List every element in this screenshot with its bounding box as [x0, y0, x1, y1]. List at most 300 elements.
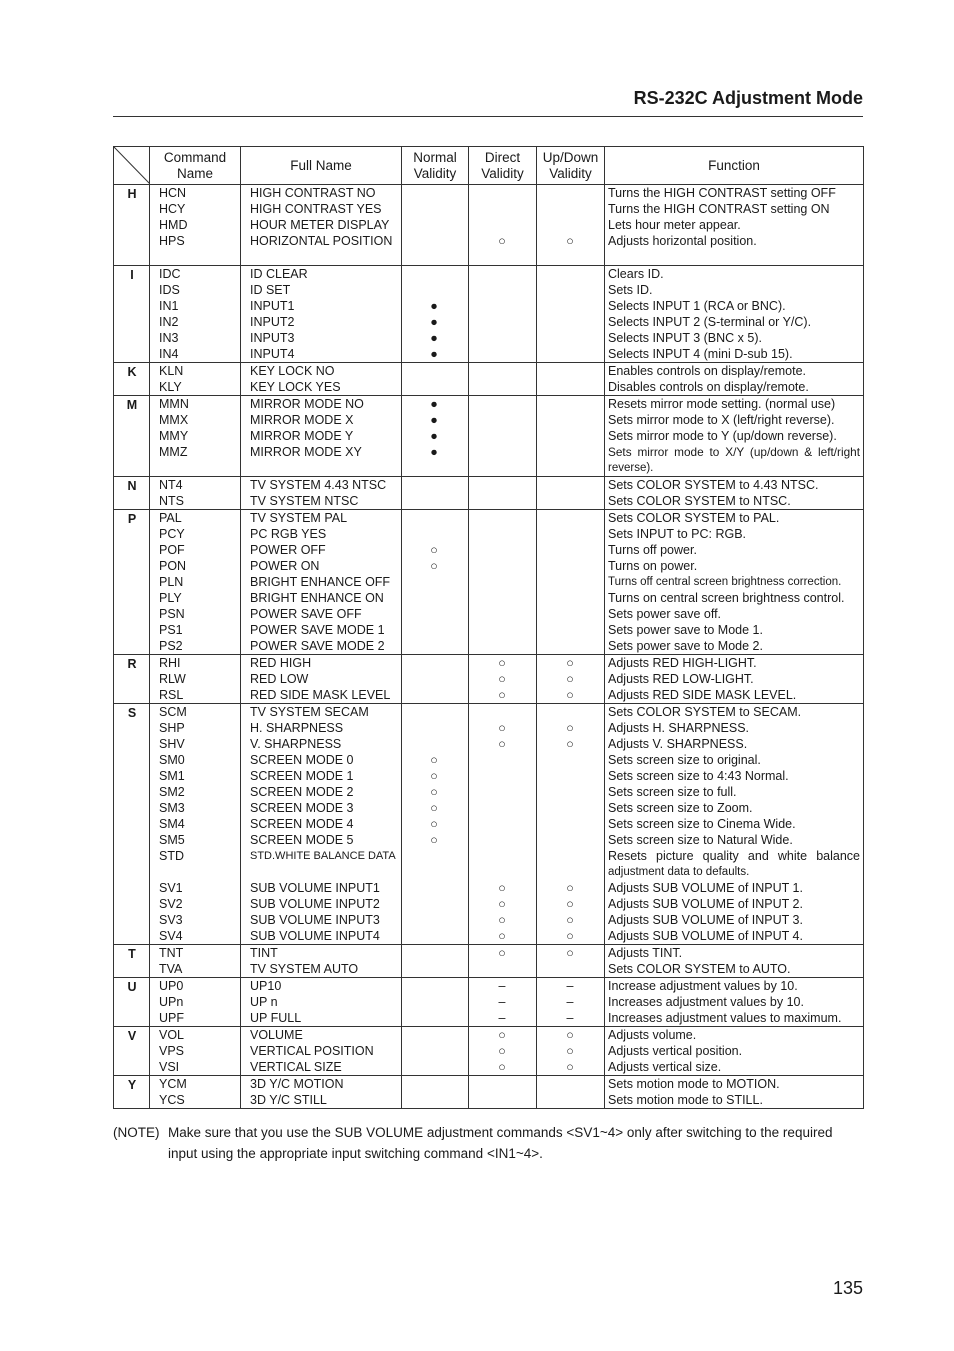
updown-validity-cell: –: [566, 995, 574, 1009]
command-cell: KLN: [159, 364, 184, 378]
normal-validity-cell: ●: [430, 331, 438, 345]
command-cell: SM3: [159, 801, 185, 815]
direct-validity-cell: ○: [498, 946, 506, 960]
table-row: [114, 606, 863, 622]
command-cell: UP0: [159, 979, 184, 993]
function-cell: Turns on power.: [608, 559, 698, 573]
full-name-cell: ID SET: [250, 283, 291, 297]
function-cell: Sets screen size to Cinema Wide.: [608, 817, 796, 831]
full-name-cell: SCREEN MODE 2: [250, 785, 354, 799]
function-cell: Turns on central screen brightness control.: [608, 591, 845, 605]
function-cell: Sets mirror mode to X/Y (up/down & left/right: [608, 445, 860, 459]
table-row: [114, 526, 863, 542]
full-name-cell: V. SHARPNESS: [250, 737, 342, 751]
function-cell: Selects INPUT 1 (RCA or BNC).: [608, 299, 786, 313]
command-cell: IDC: [159, 267, 181, 281]
table-row: [114, 768, 863, 784]
function-cell: Resets mirror mode setting. (normal use): [608, 397, 836, 411]
table-row: [114, 460, 863, 476]
table-row: [114, 266, 863, 282]
group-letter: N: [127, 479, 137, 493]
command-cell: PLN: [159, 575, 184, 589]
function-cell: reverse).: [608, 462, 654, 474]
function-cell: Sets power save off.: [608, 607, 722, 621]
page-title: RS-232C Adjustment Mode: [633, 88, 863, 108]
command-cell: RSL: [159, 688, 184, 702]
full-name-cell: UP n: [250, 995, 278, 1009]
full-name-cell: INPUT4: [250, 347, 295, 361]
updown-validity-cell: ○: [566, 721, 574, 735]
group-letter: T: [128, 947, 136, 961]
group-letter: P: [127, 512, 137, 526]
full-name-cell: HOUR METER DISPLAY: [250, 218, 390, 232]
function-cell: Sets motion mode to MOTION.: [608, 1077, 780, 1091]
command-cell: PSN: [159, 607, 185, 621]
full-name-cell: SUB VOLUME INPUT2: [250, 897, 380, 911]
table-row: [114, 1010, 863, 1026]
direct-validity-cell: ○: [498, 672, 506, 686]
direct-validity-cell: ○: [498, 688, 506, 702]
normal-validity-cell: ●: [430, 299, 438, 313]
table-row: [114, 736, 863, 752]
full-name-cell: BRIGHT ENHANCE ON: [250, 591, 384, 605]
full-name-cell: POWER OFF: [250, 543, 326, 557]
command-cell: YCM: [159, 1077, 187, 1091]
normal-validity-cell: ○: [430, 753, 438, 767]
table-group: [114, 510, 863, 655]
command-cell: IN1: [159, 299, 179, 313]
updown-validity-cell: ○: [566, 1044, 574, 1058]
table-row: [114, 655, 863, 671]
table-group: [114, 185, 863, 266]
normal-validity-cell: ○: [430, 559, 438, 573]
full-name-cell: TV SYSTEM PAL: [250, 511, 348, 525]
full-name-cell: MIRROR MODE XY: [250, 445, 362, 459]
full-name-cell: STD.WHITE BALANCE DATA: [250, 850, 396, 862]
direct-validity-cell: –: [498, 995, 506, 1009]
command-cell: NT4: [159, 478, 183, 492]
normal-validity-cell: ○: [430, 801, 438, 815]
table-row: [114, 1059, 863, 1075]
function-cell: Adjusts SUB VOLUME of INPUT 4.: [608, 929, 803, 943]
table-row: [114, 346, 863, 362]
table-row: [114, 1092, 863, 1108]
function-cell: Sets COLOR SYSTEM to SECAM.: [608, 705, 802, 719]
table-row: [114, 444, 863, 460]
note-text: Make sure that you use the SUB VOLUME adjustment commands <SV1~4> only after switching to the required input using the appropriate input switching command <IN1~4>.: [168, 1125, 833, 1161]
function-cell: Lets hour meter appear.: [608, 218, 741, 232]
table-row: [114, 704, 863, 720]
full-name-cell: VERTICAL SIZE: [250, 1060, 342, 1074]
table-row: [114, 396, 863, 412]
table-row: [114, 832, 863, 848]
function-cell: Adjusts SUB VOLUME of INPUT 2.: [608, 897, 803, 911]
function-cell: Clears ID.: [608, 267, 664, 281]
function-cell: Sets COLOR SYSTEM to PAL.: [608, 511, 780, 525]
normal-validity-cell: ●: [430, 429, 438, 443]
function-cell: Adjusts TINT.: [608, 946, 683, 960]
direct-validity-cell: –: [498, 979, 506, 993]
full-name-cell: INPUT2: [250, 315, 295, 329]
full-name-cell: 3D Y/C STILL: [250, 1093, 327, 1107]
function-cell: Adjusts SUB VOLUME of INPUT 3.: [608, 913, 803, 927]
function-cell: Sets mirror mode to X (left/right reverse).: [608, 413, 835, 427]
function-cell: Sets ID.: [608, 283, 653, 297]
function-cell: Turns the HIGH CONTRAST setting OFF: [608, 186, 836, 200]
table-row: [114, 1027, 863, 1043]
table-row: [114, 574, 863, 590]
updown-validity-cell: –: [566, 1011, 574, 1025]
command-cell: MMY: [159, 429, 189, 443]
full-name-cell: POWER SAVE MODE 1: [250, 623, 385, 637]
normal-validity-cell: ○: [430, 817, 438, 831]
command-cell: KLY: [159, 380, 182, 394]
note-label: (NOTE): [113, 1125, 160, 1140]
command-cell: SHV: [159, 737, 185, 751]
table-row: [114, 880, 863, 896]
table-group: [114, 363, 863, 396]
updown-validity-cell: ○: [566, 913, 574, 927]
direct-validity-cell: ○: [498, 656, 506, 670]
group-letter: M: [126, 398, 138, 412]
full-name-cell: SUB VOLUME INPUT3: [250, 913, 380, 927]
group-letter: I: [130, 268, 134, 282]
normal-validity-cell: ●: [430, 347, 438, 361]
command-cell: SHP: [159, 721, 185, 735]
function-cell: Sets screen size to Zoom.: [608, 801, 753, 815]
header-direct-validity: Direct Validity: [481, 149, 524, 181]
group-letter: U: [127, 980, 137, 994]
function-cell: Sets INPUT to PC: RGB.: [608, 527, 747, 541]
table-row: [114, 912, 863, 928]
updown-validity-cell: ○: [566, 946, 574, 960]
updown-validity-cell: ○: [566, 929, 574, 943]
full-name-cell: INPUT1: [250, 299, 295, 313]
table-row: [114, 720, 863, 736]
command-cell: PCY: [159, 527, 185, 541]
function-cell: Adjusts RED LOW-LIGHT.: [608, 672, 754, 686]
function-cell: Adjusts RED HIGH-LIGHT.: [608, 656, 757, 670]
table-row: [114, 784, 863, 800]
command-cell: SM1: [159, 769, 185, 783]
command-cell: SCM: [159, 705, 187, 719]
function-cell: Resets picture quality and white balance: [608, 849, 860, 863]
table-row: [114, 201, 863, 217]
table-row: [114, 249, 863, 265]
full-name-cell: VOLUME: [250, 1028, 303, 1042]
full-name-cell: SCREEN MODE 4: [250, 817, 354, 831]
table-group: [114, 978, 863, 1027]
function-cell: Selects INPUT 4 (mini D-sub 15).: [608, 347, 793, 361]
full-name-cell: HORIZONTAL POSITION: [250, 234, 393, 248]
full-name-cell: TV SYSTEM 4.43 NTSC: [250, 478, 387, 492]
command-cell: UPF: [159, 1011, 184, 1025]
corner-diagonal: [114, 147, 150, 184]
command-cell: TNT: [159, 946, 184, 960]
full-name-cell: TV SYSTEM SECAM: [250, 705, 369, 719]
direct-validity-cell: ○: [498, 737, 506, 751]
command-cell: PON: [159, 559, 187, 573]
function-cell: Adjusts vertical size.: [608, 1060, 722, 1074]
header-updown-validity: Up/Down Validity: [542, 149, 599, 181]
command-cell: HMD: [159, 218, 188, 232]
full-name-cell: MIRROR MODE Y: [250, 429, 354, 443]
updown-validity-cell: ○: [566, 234, 574, 248]
group-letter: H: [127, 187, 137, 201]
table-row: [114, 428, 863, 444]
command-cell: MMX: [159, 413, 189, 427]
full-name-cell: BRIGHT ENHANCE OFF: [250, 575, 391, 589]
table-row: [114, 687, 863, 703]
function-cell: Sets screen size to full.: [608, 785, 737, 799]
updown-validity-cell: ○: [566, 881, 574, 895]
function-cell: Adjusts vertical position.: [608, 1044, 743, 1058]
command-cell: VOL: [159, 1028, 185, 1042]
direct-validity-cell: ○: [498, 881, 506, 895]
direct-validity-cell: ○: [498, 913, 506, 927]
function-cell: Turns off central screen brightness correction.: [608, 576, 842, 588]
function-cell: Increases adjustment values to maximum.: [608, 1011, 842, 1025]
table-group: [114, 1027, 863, 1076]
table-row: [114, 330, 863, 346]
full-name-cell: SUB VOLUME INPUT1: [250, 881, 380, 895]
full-name-cell: SCREEN MODE 5: [250, 833, 354, 847]
function-cell: Sets power save to Mode 2.: [608, 639, 763, 653]
command-cell: STD: [159, 849, 184, 863]
table-row: [114, 314, 863, 330]
function-cell: Turns off power.: [608, 543, 697, 557]
table-row: [114, 978, 863, 994]
normal-validity-cell: ●: [430, 413, 438, 427]
normal-validity-cell: ○: [430, 769, 438, 783]
full-name-cell: RED HIGH: [250, 656, 312, 670]
table-row: [114, 379, 863, 395]
full-name-cell: HIGH CONTRAST NO: [250, 186, 376, 200]
function-cell: Sets COLOR SYSTEM to NTSC.: [608, 494, 791, 508]
function-cell: Sets screen size to Natural Wide.: [608, 833, 793, 847]
updown-validity-cell: ○: [566, 737, 574, 751]
command-cell: SV1: [159, 881, 183, 895]
command-cell: MMN: [159, 397, 189, 411]
header-function: Function: [708, 157, 760, 173]
function-cell: Sets motion mode to STILL.: [608, 1093, 763, 1107]
full-name-cell: PC RGB YES: [250, 527, 327, 541]
table-group: [114, 396, 863, 477]
function-cell: Sets screen size to 4:43 Normal.: [608, 769, 789, 783]
direct-validity-cell: ○: [498, 1060, 506, 1074]
full-name-cell: VERTICAL POSITION: [250, 1044, 374, 1058]
function-cell: Sets mirror mode to Y (up/down reverse).: [608, 429, 837, 443]
table-row: [114, 1076, 863, 1092]
function-cell: Increases adjustment values by 10.: [608, 995, 804, 1009]
direct-validity-cell: ○: [498, 929, 506, 943]
full-name-cell: INPUT3: [250, 331, 295, 345]
function-cell: Turns the HIGH CONTRAST setting ON: [608, 202, 830, 216]
full-name-cell: ID CLEAR: [250, 267, 308, 281]
function-cell: Adjusts RED SIDE MASK LEVEL.: [608, 688, 797, 702]
full-name-cell: MIRROR MODE NO: [250, 397, 364, 411]
function-cell: Sets power save to Mode 1.: [608, 623, 763, 637]
group-letter: K: [127, 365, 137, 379]
function-cell: Selects INPUT 3 (BNC x 5).: [608, 331, 762, 345]
function-cell: Selects INPUT 2 (S-terminal or Y/C).: [608, 315, 812, 329]
updown-validity-cell: ○: [566, 1028, 574, 1042]
title-rule: [113, 116, 863, 117]
command-cell: RLW: [159, 672, 186, 686]
direct-validity-cell: –: [498, 1011, 506, 1025]
header-command-name: Command Name: [163, 149, 227, 181]
normal-validity-cell: ●: [430, 445, 438, 459]
table-row: [114, 961, 863, 977]
table-row: [114, 477, 863, 493]
table-row: [114, 816, 863, 832]
command-cell: SM4: [159, 817, 185, 831]
command-cell: POF: [159, 543, 185, 557]
command-cell: SM2: [159, 785, 185, 799]
normal-validity-cell: ○: [430, 833, 438, 847]
normal-validity-cell: ●: [430, 315, 438, 329]
function-cell: Sets COLOR SYSTEM to AUTO.: [608, 962, 791, 976]
command-cell: PS2: [159, 639, 183, 653]
table-row: [114, 558, 863, 574]
full-name-cell: POWER ON: [250, 559, 320, 573]
table-row: [114, 848, 863, 864]
function-cell: Enables controls on display/remote.: [608, 364, 807, 378]
full-name-cell: HIGH CONTRAST YES: [250, 202, 382, 216]
updown-validity-cell: ○: [566, 897, 574, 911]
group-letter: V: [127, 1029, 137, 1043]
table-row: [114, 622, 863, 638]
command-cell: SV4: [159, 929, 183, 943]
table-row: [114, 994, 863, 1010]
table-row: [114, 752, 863, 768]
group-letter: R: [127, 657, 137, 671]
updown-validity-cell: ○: [566, 1060, 574, 1074]
full-name-cell: SUB VOLUME INPUT4: [250, 929, 380, 943]
command-cell: SV3: [159, 913, 183, 927]
table-row: [114, 493, 863, 509]
command-cell: YCS: [159, 1093, 185, 1107]
normal-validity-cell: ●: [430, 397, 438, 411]
table-row: [114, 928, 863, 944]
full-name-cell: KEY LOCK YES: [250, 380, 341, 394]
command-cell: SM0: [159, 753, 185, 767]
updown-validity-cell: –: [566, 979, 574, 993]
command-cell: TVA: [159, 962, 183, 976]
command-cell: SV2: [159, 897, 183, 911]
table-header: [114, 147, 863, 185]
direct-validity-cell: ○: [498, 234, 506, 248]
table-row: [114, 896, 863, 912]
command-cell: VPS: [159, 1044, 185, 1058]
function-cell: Adjusts H. SHARPNESS.: [608, 721, 750, 735]
command-cell: PAL: [159, 511, 182, 525]
table-row: [114, 298, 863, 314]
full-name-cell: TV SYSTEM NTSC: [250, 494, 359, 508]
table-group: [114, 704, 863, 945]
table-group: [114, 266, 863, 363]
table-row: [114, 542, 863, 558]
command-cell: PS1: [159, 623, 183, 637]
updown-validity-cell: ○: [566, 688, 574, 702]
table-row: [114, 510, 863, 526]
function-cell: Adjusts V. SHARPNESS.: [608, 737, 748, 751]
header-full-name: Full Name: [290, 157, 352, 173]
function-cell: Increase adjustment values by 10.: [608, 979, 798, 993]
full-name-cell: SCREEN MODE 3: [250, 801, 354, 815]
table-group: [114, 1076, 863, 1108]
command-cell: IN4: [159, 347, 179, 361]
command-cell: NTS: [159, 494, 184, 508]
command-cell: UPn: [159, 995, 184, 1009]
table-row: [114, 282, 863, 298]
group-letter: Y: [127, 1078, 137, 1092]
full-name-cell: RED SIDE MASK LEVEL: [250, 688, 391, 702]
command-cell: SM5: [159, 833, 185, 847]
full-name-cell: UP10: [250, 979, 282, 993]
table-row: [114, 185, 863, 201]
command-cell: HCN: [159, 186, 187, 200]
full-name-cell: H. SHARPNESS: [250, 721, 344, 735]
function-cell: adjustment data to defaults.: [608, 866, 750, 878]
table-row: [114, 864, 863, 880]
command-cell: RHI: [159, 656, 181, 670]
full-name-cell: UP FULL: [250, 1011, 302, 1025]
table-row: [114, 945, 863, 961]
table-row: [114, 671, 863, 687]
table-group: [114, 655, 863, 704]
full-name-cell: TV SYSTEM AUTO: [250, 962, 359, 976]
header-normal-validity: Normal Validity: [413, 149, 457, 181]
full-name-cell: POWER SAVE OFF: [250, 607, 362, 621]
function-cell: Adjusts SUB VOLUME of INPUT 1.: [608, 881, 803, 895]
full-name-cell: RED LOW: [250, 672, 309, 686]
direct-validity-cell: ○: [498, 897, 506, 911]
command-cell: MMZ: [159, 445, 188, 459]
full-name-cell: KEY LOCK NO: [250, 364, 335, 378]
group-letter: S: [127, 706, 137, 720]
table-body: [114, 185, 863, 1108]
function-cell: Sets COLOR SYSTEM to 4.43 NTSC.: [608, 478, 819, 492]
updown-validity-cell: ○: [566, 656, 574, 670]
command-cell: IN3: [159, 331, 179, 345]
command-cell: IDS: [159, 283, 180, 297]
table-row: [114, 412, 863, 428]
normal-validity-cell: ○: [430, 785, 438, 799]
full-name-cell: TINT: [250, 946, 278, 960]
table-group: [114, 477, 863, 510]
command-cell: PLY: [159, 591, 182, 605]
full-name-cell: SCREEN MODE 1: [250, 769, 354, 783]
table-row: [114, 1043, 863, 1059]
command-cell: IN2: [159, 315, 179, 329]
table-row: [114, 638, 863, 654]
direct-validity-cell: ○: [498, 1028, 506, 1042]
function-cell: Sets screen size to original.: [608, 753, 761, 767]
full-name-cell: 3D Y/C MOTION: [250, 1077, 344, 1091]
page-number: 135: [832, 1278, 863, 1298]
full-name-cell: SCREEN MODE 0: [250, 753, 354, 767]
table-row: [114, 217, 863, 233]
table-row: [114, 590, 863, 606]
command-table: [113, 146, 864, 1109]
command-cell: HPS: [159, 234, 185, 248]
table-row: [114, 800, 863, 816]
full-name-cell: MIRROR MODE X: [250, 413, 354, 427]
function-cell: Disables controls on display/remote.: [608, 380, 809, 394]
direct-validity-cell: ○: [498, 721, 506, 735]
function-cell: Adjusts horizontal position.: [608, 234, 757, 248]
